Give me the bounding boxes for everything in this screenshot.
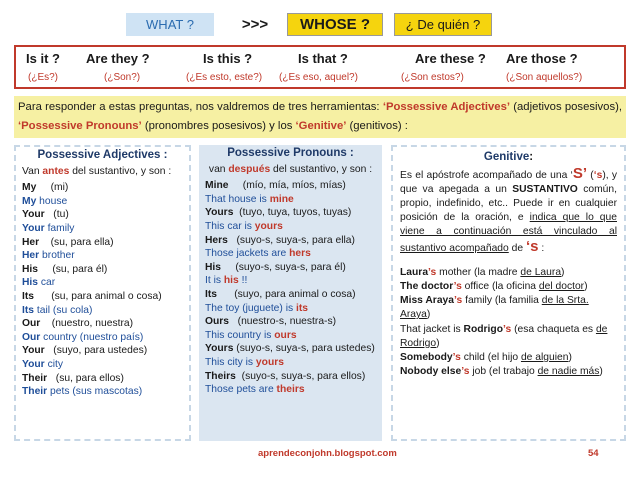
panel-subtitle: Van antes del sustantivo, y son : xyxy=(22,165,172,177)
what-label: WHAT ? xyxy=(126,13,214,36)
page-number: 54 xyxy=(588,448,599,459)
question-en: Is this ? xyxy=(203,51,253,66)
footer-site: aprendeconjohn.blogspot.com xyxy=(258,448,397,459)
panel-title: Possessive Adjectives : xyxy=(37,149,168,161)
panel-subtitle: van después del sustantivo, y son : xyxy=(208,163,373,175)
genitive-example: That jacket is Rodrigo’s (esa chaqueta es de Rodrigo) xyxy=(400,323,608,349)
question-es: (¿Es eso, aquel?) xyxy=(279,72,358,83)
question-en: Are those ? xyxy=(506,51,578,66)
questions-box xyxy=(14,45,626,89)
intro-paragraph: Para responder a estas preguntas, nos valdremos de tres herramientas: ‘Possessive Adjectives’ (adjetivos posesivos), ‘Possessive Pronouns’ (pronombres posesivos) y los ‘Genitive’ (genitivos) : xyxy=(14,96,626,138)
question-es: (¿Son estos?) xyxy=(401,72,464,83)
question-en: Are these ? xyxy=(415,51,486,66)
question-es: (¿Son aquellos?) xyxy=(506,72,583,83)
genitive-example: Nobody else’s job (el trabajo de nadie más) xyxy=(400,366,603,378)
genitive-panel xyxy=(391,145,626,441)
genitive-example: Somebody’s child (el hijo de alguien) xyxy=(400,352,572,364)
genitive-description: Es el apóstrofe acompañado de una ‘S’ (‘s), y que va apegada a un SUSTANTIVO común, propio, indefinido, etc.. Puede ir en cualquier posición de la oración, e indica que lo que viene a continuación está vinculado al sustantivo acompañado de ‘s : xyxy=(400,164,617,255)
question-es: (¿Son?) xyxy=(104,72,141,83)
arrows-label: >>> xyxy=(241,16,269,33)
question-es: (¿Es?) xyxy=(28,72,58,83)
question-es: (¿Es esto, este?) xyxy=(186,72,263,83)
possessive-adjectives-panel: Possessive Adjectives : Van antes del sustantivo, y son : My (mi) My house Your (tu) Your family Her (su, para ella) Her brother His (su, para él) His car Its (su, para animal o cosa) Its tail (su cola) Our (nuestro, nuestra) Our country (nuestro país) Your (suyo, para ustedes) Your city Their (su, para ellos) Their pets (sus mascotas) xyxy=(14,145,191,441)
panel-title: Genitive: xyxy=(483,151,534,163)
de-quien-label: ¿ De quién ? xyxy=(394,13,492,36)
panel-title: Possessive Pronouns : xyxy=(227,147,354,159)
genitive-example: The doctor’s office (la oficina del doctor) xyxy=(400,281,588,293)
question-en: Are they ? xyxy=(86,51,150,66)
genitive-example: Laura’s mother (la madre de Laura) xyxy=(400,266,565,278)
genitive-example: Miss Araya’s family (la familia de la Srta. Araya) xyxy=(400,295,589,321)
possessive-pronouns-panel: Possessive Pronouns : van después del sustantivo, y son : Mine (mío, mía, míos, mías) That house is mine Yours (tuyo, tuya, tuyos, tuyas) This car is yours Hers (suyo-s, suya-s, para ella) Those jackets are hers His (suyo-s, suya-s, para él) It is his !! Its (suyo, para animal o cosa) The toy (juguete) is its Ours (nuestro-s, nuestra-s) This country is ours Yours (suyo-s, suya-s, para ustedes) This city is yours Theirs (suyo-s, suya-s, para ellos) Those pets are theirs xyxy=(199,145,382,441)
question-en: Is that ? xyxy=(298,51,348,66)
question-en: Is it ? xyxy=(26,51,60,66)
whose-title: WHOSE ? xyxy=(287,13,383,36)
